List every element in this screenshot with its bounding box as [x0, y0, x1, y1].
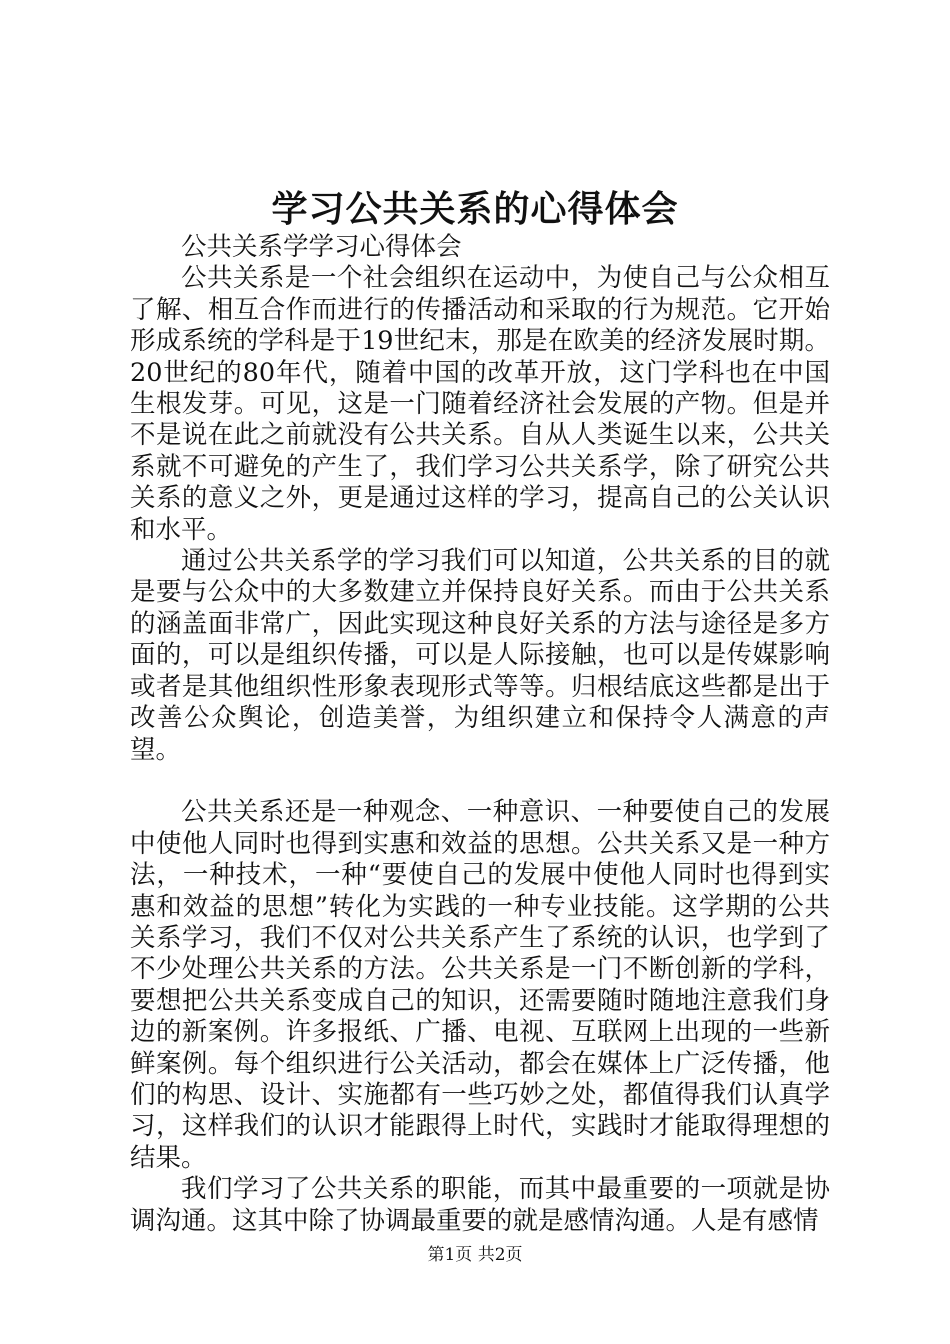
document-title: 学习公共关系的心得体会: [271, 188, 679, 230]
page-footer: 第1页 共2页: [427, 1245, 523, 1265]
paragraph-1: 公共关系是一个社会组织在运动中，为使自己与公众相互了解、相互合作而进行的传播活动和采取的行为规范。它开始形成系统的学科是于19世纪末，那是在欧美的经济发展时期。20世纪的80年代，随着中国的改革开放，这门学科也在中国生根发芽。可见，这是一门随着经济社会发展的产物。但是并不是说在此之前就没有公共关系。自从人类诞生以来，公共关系就不可避免的产生了，我们学习公共关系学，除了研究公共关系的意义之外，更是通过这样的学习，提高自己的公关认识和水平。: [130, 263, 830, 545]
document-body: [130, 232, 830, 1237]
paragraph-3: 公共关系还是一种观念、一种意识、一种要使自己的发展中使他人同时也得到实惠和效益的思想。公共关系又是一种方法，一种技术，一种“要使自己的发展中使他人同时也得到实惠和效益的思想”转化为实践的一种专业技能。这学期的公共关系学习，我们不仅对公共关系产生了系统的认识，也学到了不少处理公共关系的方法。公共关系是一门不断创新的学科，要想把公共关系变成自己的知识，还需要随时随地注意我们身边的新案例。许多报纸、广播、电视、互联网上出现的一些新鲜案例。每个组织进行公关活动，都会在媒体上广泛传播，他们的构思、设计、实施都有一些巧妙之处，都值得我们认真学习，这样我们的认识才能跟得上时代，实践时才能取得理想的结果。: [130, 797, 830, 1173]
document-subtitle: 公共关系学学习心得体会: [181, 232, 462, 262]
paragraph-4: 我们学习了公共关系的职能，而其中最重要的一项就是协调沟通。这其中除了协调最重要的就是感情沟通。人是有感情: [130, 1174, 830, 1236]
paragraph-2: 通过公共关系学的学习我们可以知道，公共关系的目的就是要与公众中的大多数建立并保持良好关系。而由于公共关系的涵盖面非常广，因此实现这种良好关系的方法与途径是多方面的，可以是组织传播，可以是人际接触，也可以是传媒影响或者是其他组织性形象表现形式等等。归根结底这些都是出于改善公众舆论，创造美誉，为组织建立和保持令人满意的声望。: [130, 546, 830, 765]
